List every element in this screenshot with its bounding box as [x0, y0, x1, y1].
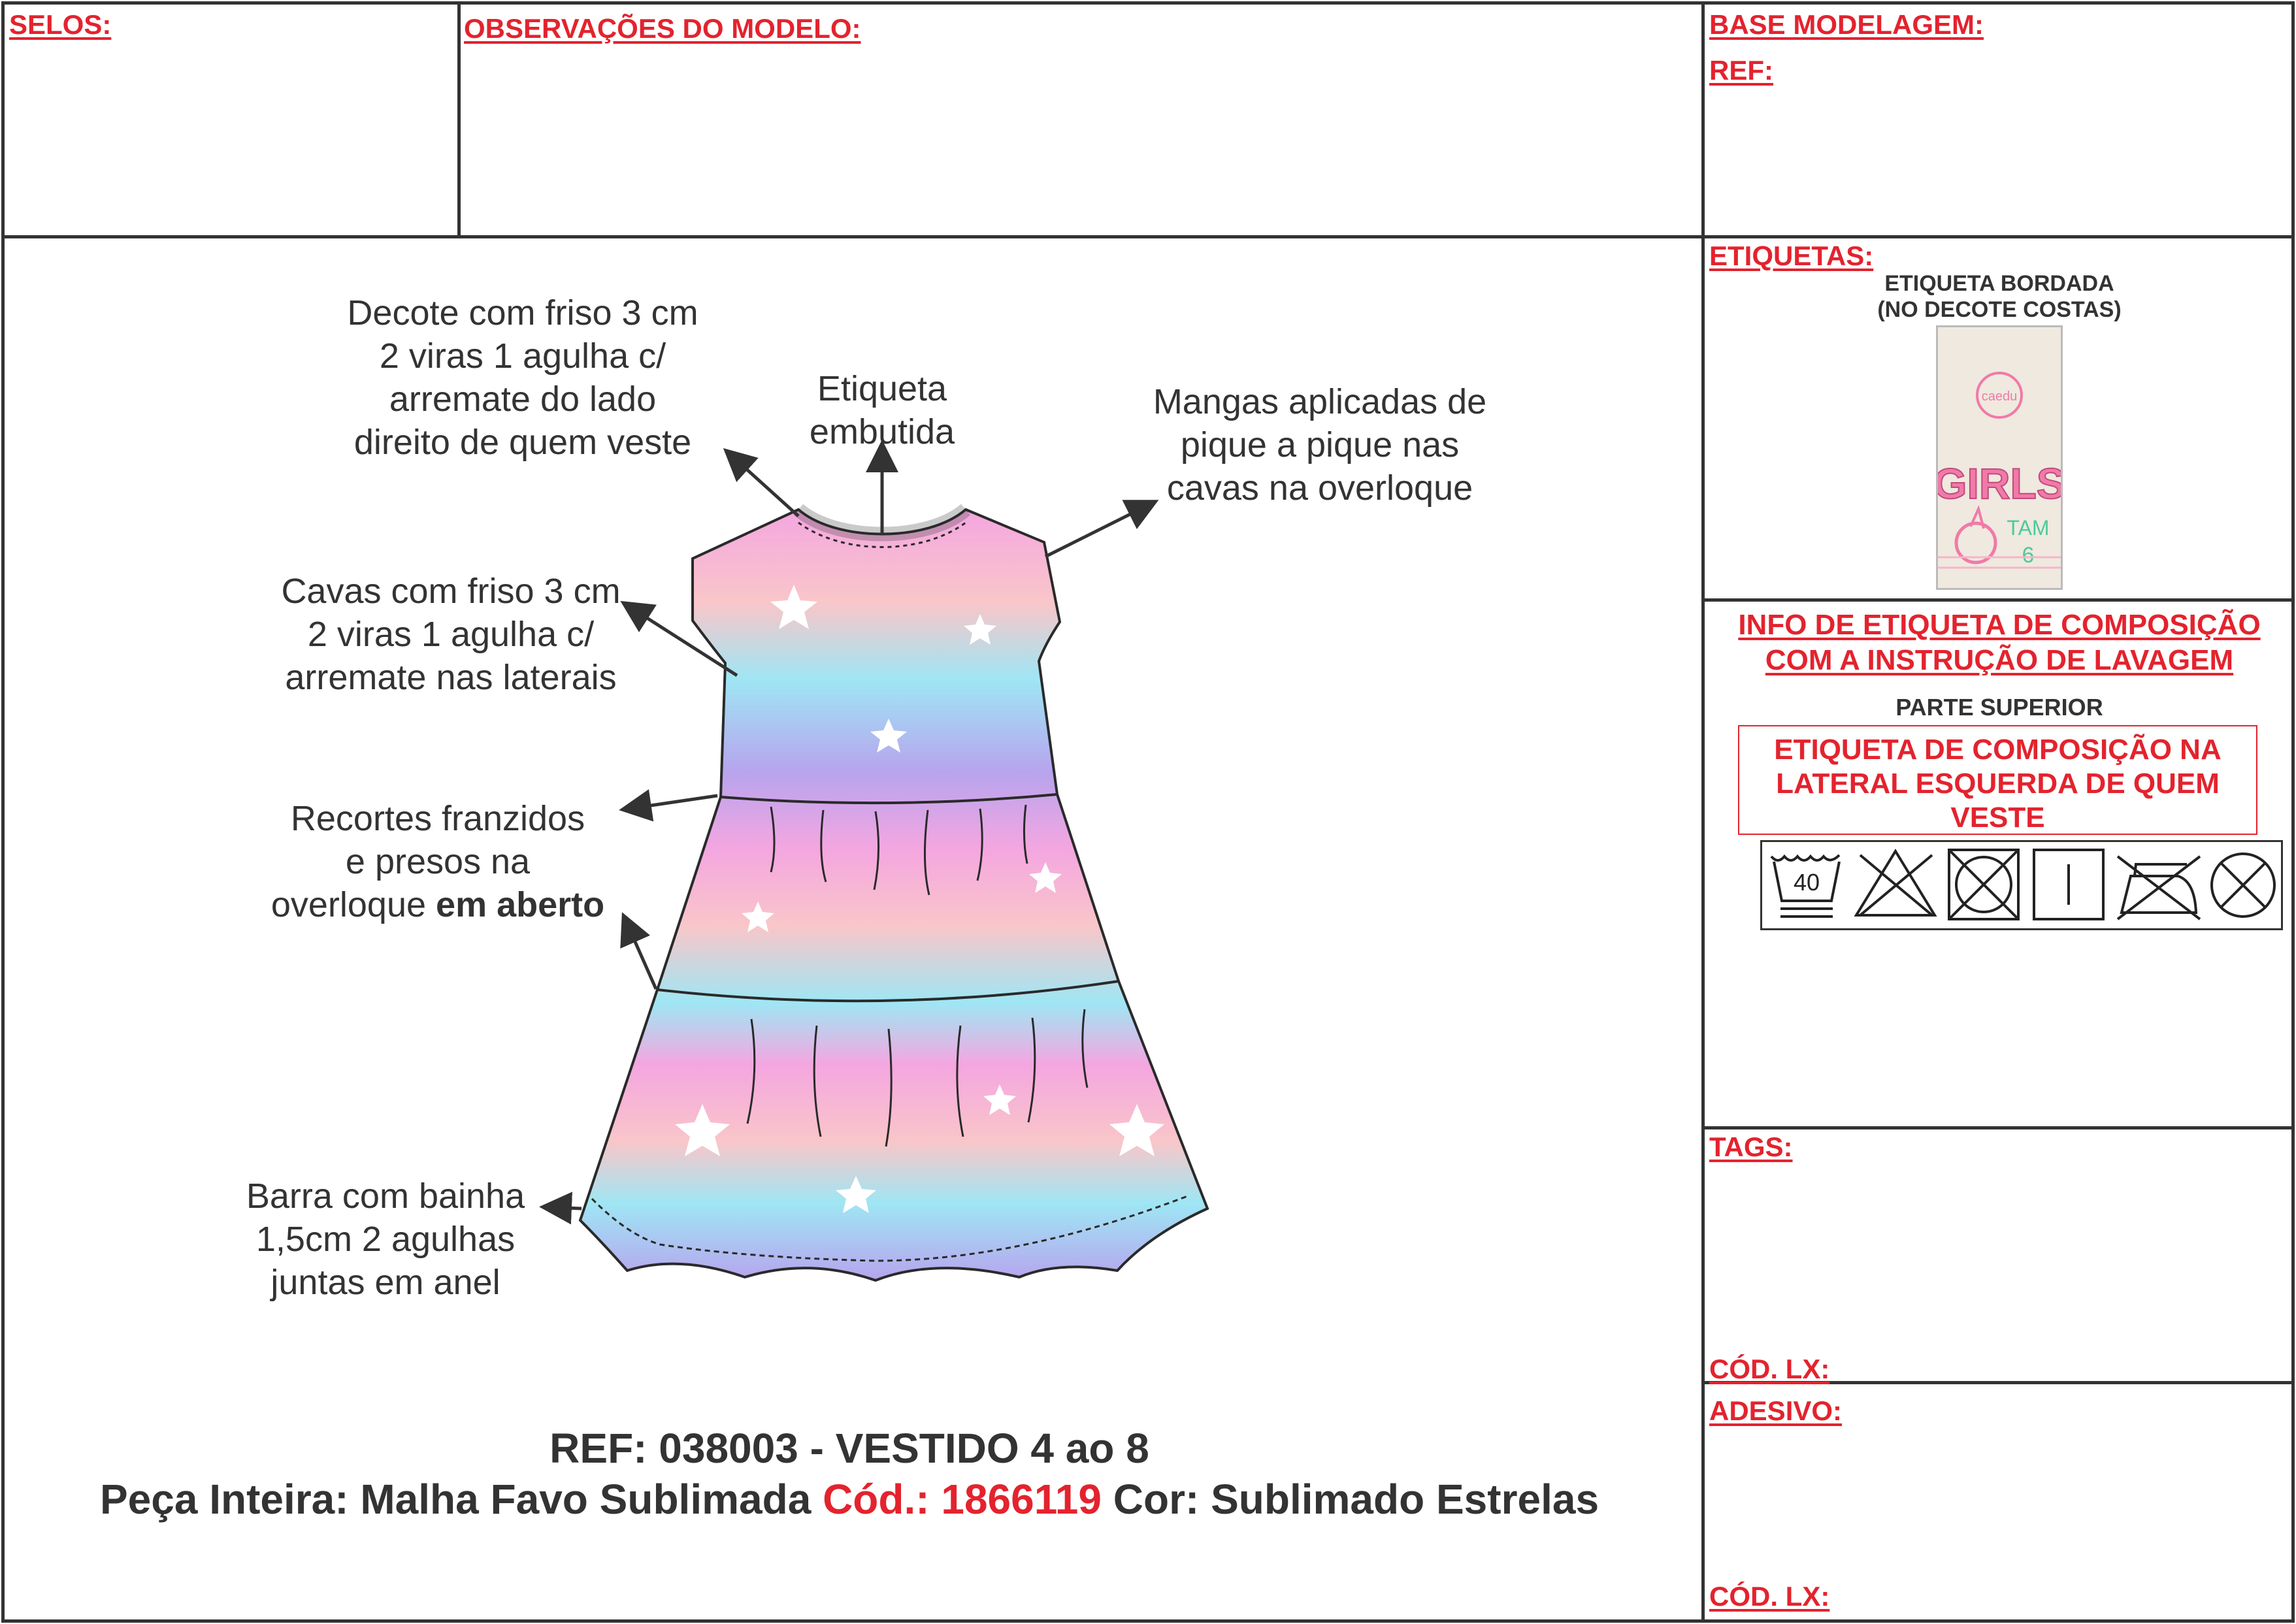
composicao-title: INFO DE ETIQUETA DE COMPOSIÇÃO COM A INSTRUÇÃO DE LAVAGEM	[1738, 609, 2261, 676]
note-barra: Barra com bainha 1,5cm 2 agulhas juntas em anel	[246, 1177, 525, 1302]
note-etiqueta-embutida: Etiqueta embutida	[809, 369, 955, 451]
product-description: Peça Inteira: Malha Favo Sublimada Cód.: 1866119 Cor: Sublimado Estrelas	[99, 1476, 1599, 1523]
product-code: Cód.: 1866119	[823, 1476, 1102, 1523]
cod-lx-header-2: CÓD. LX:	[1709, 1581, 1830, 1612]
note-mangas: Mangas aplicadas de pique a pique nas cavas na overloque	[1153, 382, 1487, 508]
selos-header: SELOS:	[9, 9, 112, 40]
divider-info-tags	[1701, 1126, 2295, 1129]
no-bleach-icon	[1856, 851, 1935, 915]
etiquetas-header: ETIQUETAS:	[1709, 240, 1874, 271]
arrow-decote	[730, 455, 798, 516]
no-dry-clean-icon	[2212, 854, 2274, 917]
note-decote: Decote com friso 3 cm 2 viras 1 agulha c/ arremate do lado direito de quem veste	[347, 293, 698, 462]
arrow-mangas	[1045, 504, 1150, 557]
no-tumble-dry-icon	[1949, 850, 2018, 919]
wash-temp: 40	[1793, 869, 1820, 896]
note-cavas: Cavas com friso 3 cm 2 viras 1 agulha c/ arremate nas laterais	[281, 572, 621, 697]
note-recortes: Recortes franzidos e presos na overloque em aberto	[271, 799, 605, 924]
adesivo-header: ADESIVO:	[1709, 1395, 1843, 1426]
base-modelagem-header: BASE MODELAGEM:	[1709, 9, 1984, 40]
wash-care-symbols	[1760, 840, 2283, 930]
product-ref: REF: 038003 - VESTIDO 4 ao 8	[549, 1425, 1149, 1472]
label-girls-text: GIRLS	[1938, 459, 2061, 508]
wash-40-gentle-icon	[1771, 855, 1839, 917]
arrow-recortes	[629, 796, 717, 809]
embroidered-label-image	[1936, 325, 2063, 590]
composicao-box: ETIQUETA DE COMPOSIÇÃO NA LATERAL ESQUERDA DE QUEM VESTE	[1738, 725, 2257, 835]
observacoes-header: OBSERVAÇÕES DO MODELO:	[464, 13, 861, 44]
parte-superior-label: PARTE SUPERIOR	[1895, 694, 2103, 721]
arrow-recortes-tier	[626, 921, 656, 989]
line-dry-icon	[2034, 850, 2103, 919]
no-iron-icon	[2118, 856, 2200, 919]
divider-etiquetas-info	[1701, 598, 2295, 602]
label-tam: TAM	[2007, 516, 2050, 540]
embroidered-label-graphic	[1938, 327, 2061, 588]
dress-shape	[580, 510, 1207, 1280]
tags-header: TAGS:	[1709, 1131, 1793, 1162]
label-size: 6	[2022, 543, 2035, 568]
divider-right-column	[1701, 1, 1705, 1623]
ref-header: REF:	[1709, 55, 1773, 86]
etiqueta-bordada-label: ETIQUETA BORDADA (NO DECOTE COSTAS)	[1877, 271, 2122, 322]
arrow-barra	[549, 1207, 582, 1209]
cod-lx-header-1: CÓD. LX:	[1709, 1354, 1830, 1384]
label-brand: caedu	[1981, 389, 2018, 404]
